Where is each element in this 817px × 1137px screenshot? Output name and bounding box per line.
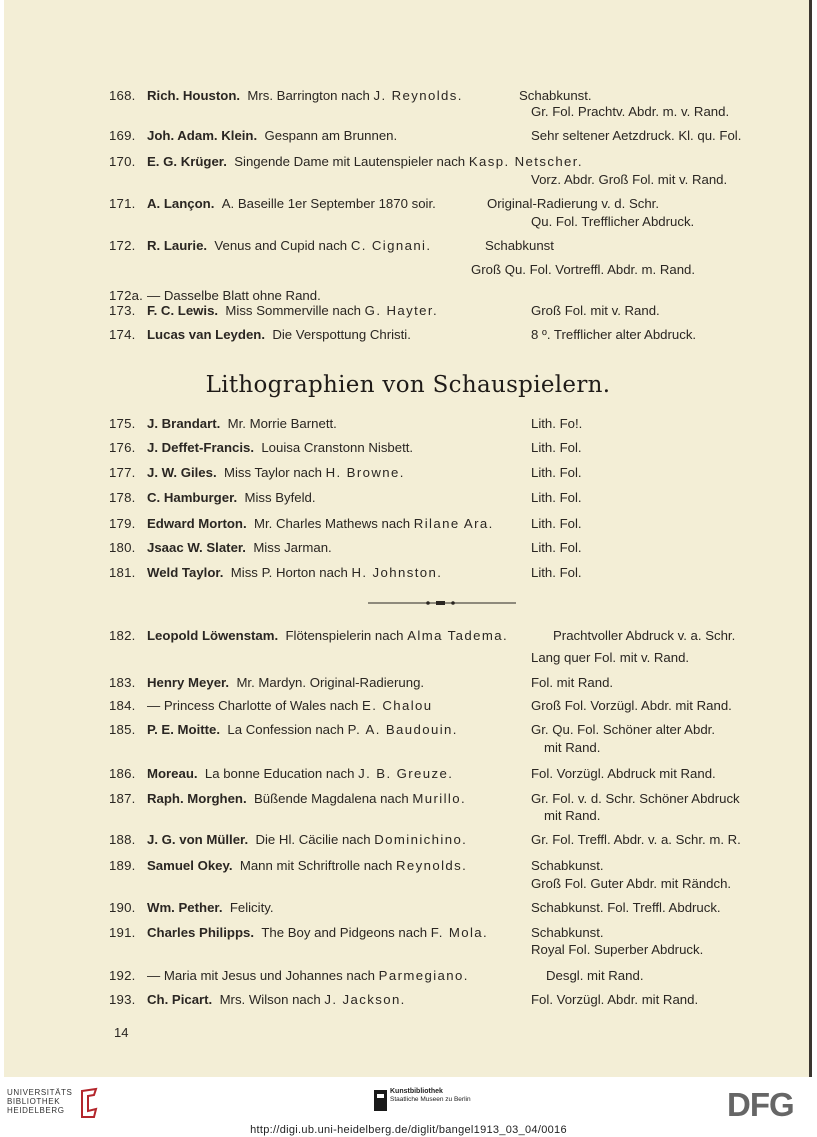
catalogue-entry: [109, 88, 463, 104]
entry-artist: E. G. Krüger.: [147, 154, 227, 169]
entry-number: 177.: [109, 465, 136, 480]
entry-title: Mr. Charles Mathews nach: [253, 516, 411, 531]
entry-title: — Maria mit Jesus und Johannes nach: [147, 968, 375, 983]
catalogue-entry: [109, 238, 431, 254]
university-logo-line: UNIVERSITÄTS: [7, 1088, 73, 1097]
entry-description: Gr. Qu. Fol. Schöner alter Abdr.: [531, 722, 715, 737]
entry-artist: Leopold Löwenstam.: [147, 628, 279, 643]
entry-number: 176.: [109, 440, 136, 455]
entry-title: Singende Dame mit Lautenspieler nach: [234, 154, 466, 169]
entry-description-continued: mit Rand.: [544, 808, 601, 823]
entry-source-artist: P. A. Baudouin.: [347, 722, 458, 737]
catalogue-entry: [109, 465, 405, 481]
kb-title: Kunstbibliothek: [390, 1088, 443, 1095]
ornament-divider: [368, 598, 518, 608]
entry-source-artist: Rilane Ara.: [413, 516, 494, 531]
entry-number: 191.: [109, 925, 136, 940]
entry-source-artist: Alma Tadema.: [407, 628, 509, 643]
entry-title: The Boy and Pidgeons nach: [261, 925, 428, 940]
entry-source-artist: J. Reynolds.: [373, 88, 463, 103]
entry-title: Mrs. Barrington nach: [247, 88, 370, 103]
entry-title: Felicity.: [229, 900, 274, 915]
entry-title: Louisa Cranstonn Nisbett.: [261, 440, 414, 455]
entry-artist: Raph. Morghen.: [147, 791, 247, 806]
section-heading: Lithographien von Schauspielern.: [205, 372, 611, 398]
entry-description: Lith. Fol.: [531, 465, 582, 480]
entry-artist: F. C. Lewis.: [147, 303, 219, 318]
entry-number: 186.: [109, 766, 136, 781]
catalogue-entry: [109, 128, 397, 144]
entry-description-continued: Groß Fol. Guter Abdr. mit Rändch.: [531, 876, 732, 891]
entry-number: 170.: [109, 154, 136, 169]
entry-artist: C. Hamburger.: [147, 490, 238, 505]
entry-title: Mann mit Schriftrolle nach: [239, 858, 393, 873]
entry-source-artist: J. B. Greuze.: [358, 766, 454, 781]
catalogue-entry: [109, 440, 413, 456]
catalogue-entry: [109, 303, 438, 319]
kunstbibliothek-emblem-icon: [374, 1090, 388, 1112]
entry-number: 184.: [109, 698, 136, 713]
catalogue-entry: [109, 628, 508, 644]
entry-title: Venus and Cupid nach: [214, 238, 348, 253]
entry-description: Lith. Fol.: [531, 490, 582, 505]
entry-description: Sehr seltener Aetzdruck. Kl. qu. Fol.: [531, 128, 742, 143]
entry-description: Lith. Fol.: [531, 565, 582, 580]
entry-number: 169.: [109, 128, 136, 143]
entry-artist: Weld Taylor.: [147, 565, 224, 580]
entry-number: 187.: [109, 791, 136, 806]
entry-source-artist: E. Chalou: [362, 698, 433, 713]
university-logo-line: BIBLIOTHEK: [7, 1097, 61, 1106]
source-url-link[interactable]: http://digi.ub.uni-heidelberg.de/diglit/bangel1913_03_04/0016: [250, 1124, 567, 1136]
entry-number: 188.: [109, 832, 136, 847]
entry-description-continued: Royal Fol. Superber Abdruck.: [531, 942, 704, 957]
entry-artist: Rich. Houston.: [147, 88, 241, 103]
entry-title: Mr. Morrie Barnett.: [227, 416, 337, 431]
catalogue-entry: [109, 154, 583, 170]
entry-description-continued: Groß Qu. Fol. Vortreffl. Abdr. m. Rand.: [471, 262, 696, 277]
entry-title: Mr. Mardyn. Original-Radierung.: [236, 675, 425, 690]
entry-artist: J. Brandart.: [147, 416, 221, 431]
catalogue-entry: [109, 565, 442, 581]
kb-subtitle: Staatliche Museen zu Berlin: [390, 1096, 471, 1103]
university-logo-line: HEIDELBERG: [7, 1106, 65, 1115]
entry-title: Die Verspottung Christi.: [272, 327, 411, 342]
catalogue-entry: [109, 490, 316, 506]
entry-artist: R. Laurie.: [147, 238, 208, 253]
catalogue-entry: [109, 832, 467, 848]
entry-title: Miss Sommerville nach: [225, 303, 361, 318]
entry-number: 192.: [109, 968, 136, 983]
entry-number: 171.: [109, 196, 136, 211]
entry-artist: P. E. Moitte.: [147, 722, 221, 737]
entry-number: 182.: [109, 628, 136, 643]
entry-description: Fol. mit Rand.: [531, 675, 614, 690]
entry-title: Büßende Magdalena nach: [253, 791, 409, 806]
catalogue-entry: [109, 698, 433, 714]
entry-description: Lith. Fol.: [531, 440, 582, 455]
entry-title: — Princess Charlotte of Wales nach: [147, 698, 359, 713]
entry-source-artist: Parmegiano.: [378, 968, 469, 983]
entry-description: Schabkunst.: [531, 858, 604, 873]
catalogue-entry: [109, 925, 488, 941]
entry-number: 181.: [109, 565, 136, 580]
dfg-logo[interactable]: DFG: [727, 1086, 794, 1123]
catalogue-entry: [109, 327, 411, 343]
entry-title: — Dasselbe Blatt ohne Rand.: [147, 288, 321, 303]
entry-number: 175.: [109, 416, 136, 431]
entry-artist: Ch. Picart.: [147, 992, 213, 1007]
entry-title: La bonne Education nach: [204, 766, 355, 781]
entry-artist: Lucas van Leyden.: [147, 327, 265, 342]
scanned-page: [4, 0, 812, 1077]
entry-number: 174.: [109, 327, 136, 342]
entry-number: 193.: [109, 992, 136, 1007]
catalogue-entry: [109, 540, 332, 556]
catalogue-entry: [109, 900, 274, 916]
entry-artist: J. W. Giles.: [147, 465, 217, 480]
entry-title: Mrs. Wilson nach: [219, 992, 321, 1007]
entry-number: 173.: [109, 303, 136, 318]
entry-description: Schabkunst: [485, 238, 554, 253]
entry-title: Gespann am Brunnen.: [264, 128, 398, 143]
entry-description: Fol. Vorzügl. Abdr. mit Rand.: [531, 992, 699, 1007]
entry-source-artist: J. Jackson.: [324, 992, 406, 1007]
entry-title: Flötenspielerin nach: [285, 628, 404, 643]
entry-number: 179.: [109, 516, 136, 531]
entry-title: Miss Byfeld.: [244, 490, 316, 505]
catalogue-entry: [109, 675, 424, 691]
entry-artist: Wm. Pether.: [147, 900, 223, 915]
entry-title: A. Baseille 1er September 1870 soir.: [221, 196, 436, 211]
entry-description: Schabkunst.: [531, 925, 604, 940]
entry-description: Groß Fol. mit v. Rand.: [531, 303, 660, 318]
entry-description: Desgl. mit Rand.: [546, 968, 644, 983]
entry-description-continued: Qu. Fol. Trefflicher Abdruck.: [531, 214, 695, 229]
catalogue-entry: [109, 288, 321, 304]
entry-description-continued: Lang quer Fol. mit v. Rand.: [531, 650, 690, 665]
entry-description: Groß Fol. Vorzügl. Abdr. mit Rand.: [531, 698, 732, 713]
entry-artist: J. Deffet-Francis.: [147, 440, 254, 455]
entry-artist: J. G. von Müller.: [147, 832, 249, 847]
entry-source-artist: Murillo.: [412, 791, 467, 806]
entry-artist: A. Lançon.: [147, 196, 215, 211]
university-library-logo[interactable]: [7, 1088, 72, 1115]
entry-description: Lith. Fol.: [531, 540, 582, 555]
entry-source-artist: H. Browne.: [325, 465, 405, 480]
entry-description: Schabkunst. Fol. Treffl. Abdruck.: [531, 900, 721, 915]
entry-number: 178.: [109, 490, 136, 505]
entry-title: Die Hl. Cäcilie nach: [255, 832, 371, 847]
entry-number: 183.: [109, 675, 136, 690]
entry-description: Lith. Fo!.: [531, 416, 583, 431]
entry-description: Schabkunst.: [519, 88, 592, 103]
entry-description-continued: mit Rand.: [544, 740, 601, 755]
entry-source-artist: H. Johnston.: [351, 565, 443, 580]
entry-source-artist: Reynolds.: [395, 858, 468, 873]
catalogue-entry: [109, 858, 467, 874]
catalogue-entry: [109, 416, 337, 432]
entry-number: 172.: [109, 238, 136, 253]
page-number: 14: [114, 1025, 129, 1040]
catalogue-entry: [109, 516, 494, 532]
entry-number: 180.: [109, 540, 136, 555]
entry-artist: Charles Philipps.: [147, 925, 254, 940]
entry-number: 185.: [109, 722, 136, 737]
kunstbibliothek-logo[interactable]: [390, 1088, 471, 1104]
catalogue-entry: [109, 766, 453, 782]
entry-description: Gr. Fol. Treffl. Abdr. v. a. Schr. m. R.: [531, 832, 741, 847]
entry-artist: Moreau.: [147, 766, 198, 781]
entry-number: 168.: [109, 88, 136, 103]
entry-source-artist: G. Hayter.: [364, 303, 439, 318]
entry-title: La Confession nach: [227, 722, 344, 737]
entry-title: Miss Jarman.: [253, 540, 332, 555]
entry-title: Miss Taylor nach: [223, 465, 322, 480]
entry-artist: Edward Morton.: [147, 516, 247, 531]
catalogue-entry: [109, 992, 406, 1008]
entry-description: Original-Radierung v. d. Schr.: [487, 196, 660, 211]
entry-description: Lith. Fol.: [531, 516, 582, 531]
entry-artist: Joh. Adam. Klein.: [147, 128, 258, 143]
entry-artist: Henry Meyer.: [147, 675, 230, 690]
catalogue-entry: [109, 196, 436, 212]
entry-source-artist: Dominichino.: [374, 832, 468, 847]
entry-source-artist: C. Cignani.: [350, 238, 432, 253]
entry-description: Gr. Fol. v. d. Schr. Schöner Abdruck: [531, 791, 740, 806]
entry-title: Miss P. Horton nach: [230, 565, 348, 580]
catalogue-entry: [109, 791, 466, 807]
catalogue-entry: [109, 968, 469, 984]
entry-artist: Samuel Okey.: [147, 858, 233, 873]
entry-source-artist: F. Mola.: [430, 925, 489, 940]
entry-number: 172a.: [109, 288, 144, 303]
entry-number: 189.: [109, 858, 136, 873]
entry-artist: Jsaac W. Slater.: [147, 540, 246, 555]
university-emblem-icon: [78, 1087, 100, 1119]
entry-source-artist: Kasp. Netscher.: [468, 154, 583, 169]
entry-description: 8 º. Trefflicher alter Abdruck.: [531, 327, 697, 342]
entry-number: 190.: [109, 900, 136, 915]
entry-description: Prachtvoller Abdruck v. a. Schr.: [553, 628, 736, 643]
entry-description-continued: Vorz. Abdr. Groß Fol. mit v. Rand.: [531, 172, 728, 187]
entry-description-continued: Gr. Fol. Prachtv. Abdr. m. v. Rand.: [531, 104, 730, 119]
entry-description: Fol. Vorzügl. Abdruck mit Rand.: [531, 766, 716, 781]
catalogue-entry: [109, 722, 458, 738]
